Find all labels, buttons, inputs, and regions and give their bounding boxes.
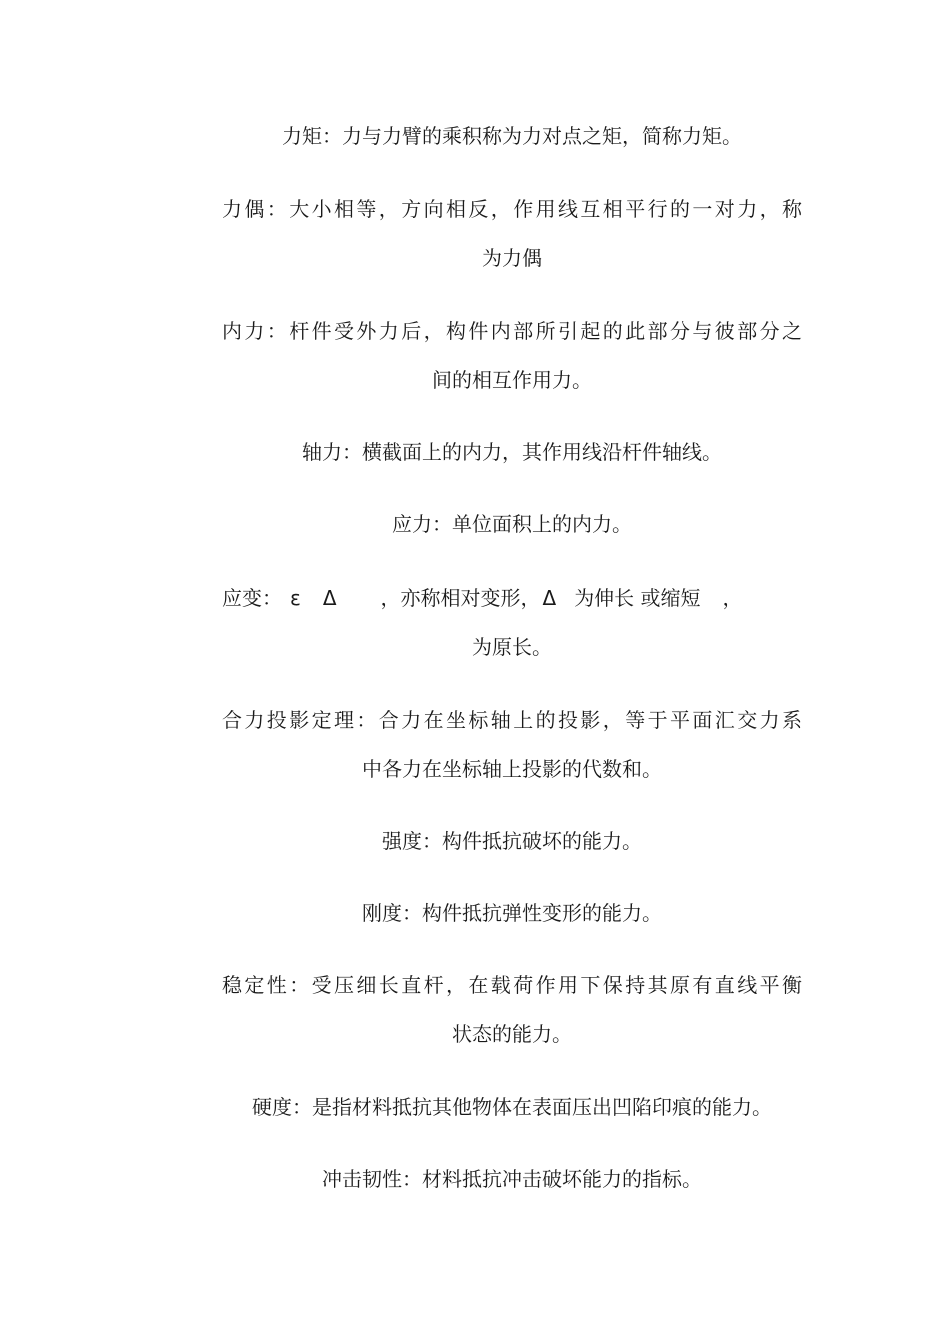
strain-middle-text: ，亦称相对变形， xyxy=(380,586,541,610)
definition-stress: 应力：单位面积上的内力。 xyxy=(392,512,632,536)
definition-stiffness: 刚度：构件抵抗弹性变形的能力。 xyxy=(362,901,662,925)
definition-axial-force: 轴力：横截面上的内力，其作用线沿杆件轴线。 xyxy=(302,440,722,464)
definition-couple-line2: 为力偶 xyxy=(482,246,542,270)
definition-projection-line1: 合力投影定理：合力在坐标轴上的投影，等于平面汇交力系 xyxy=(222,708,802,732)
strain-comma: ， xyxy=(722,586,743,610)
definition-stability-line2: 状态的能力。 xyxy=(452,1022,572,1046)
definition-internal-force-line2: 间的相互作用力。 xyxy=(432,368,592,392)
definition-hardness: 硬度：是指材料抵抗其他物体在表面压出凹陷印痕的能力。 xyxy=(252,1095,772,1119)
definition-couple-line1: 力偶：大小相等，方向相反，作用线互相平行的一对力，称 xyxy=(222,197,802,221)
definition-strain-line1 xyxy=(222,585,802,611)
strain-delta-symbol: Δ xyxy=(322,586,337,610)
definition-strain-line2: 为原长。 xyxy=(472,635,552,659)
definition-stability-line1: 稳定性：受压细长直杆，在载荷作用下保持其原有直线平衡 xyxy=(222,973,802,997)
definition-strength: 强度：构件抵抗破坏的能力。 xyxy=(382,829,642,853)
definition-moment: 力矩：力与力臂的乘积称为力对点之矩，简称力矩。 xyxy=(282,124,742,148)
strain-delta-symbol-2: Δ xyxy=(542,586,557,610)
definition-impact-toughness: 冲击韧性：材料抵抗冲击破坏能力的指标。 xyxy=(322,1167,702,1191)
strain-tail-text: 为伸长 或缩短 xyxy=(574,586,701,610)
definition-projection-line2: 中各力在坐标轴上投影的代数和。 xyxy=(362,757,662,781)
strain-label: 应变： xyxy=(222,586,282,610)
strain-epsilon-symbol: ε xyxy=(290,586,301,610)
definition-internal-force-line1: 内力：杆件受外力后，构件内部所引起的此部分与彼部分之 xyxy=(222,319,802,343)
